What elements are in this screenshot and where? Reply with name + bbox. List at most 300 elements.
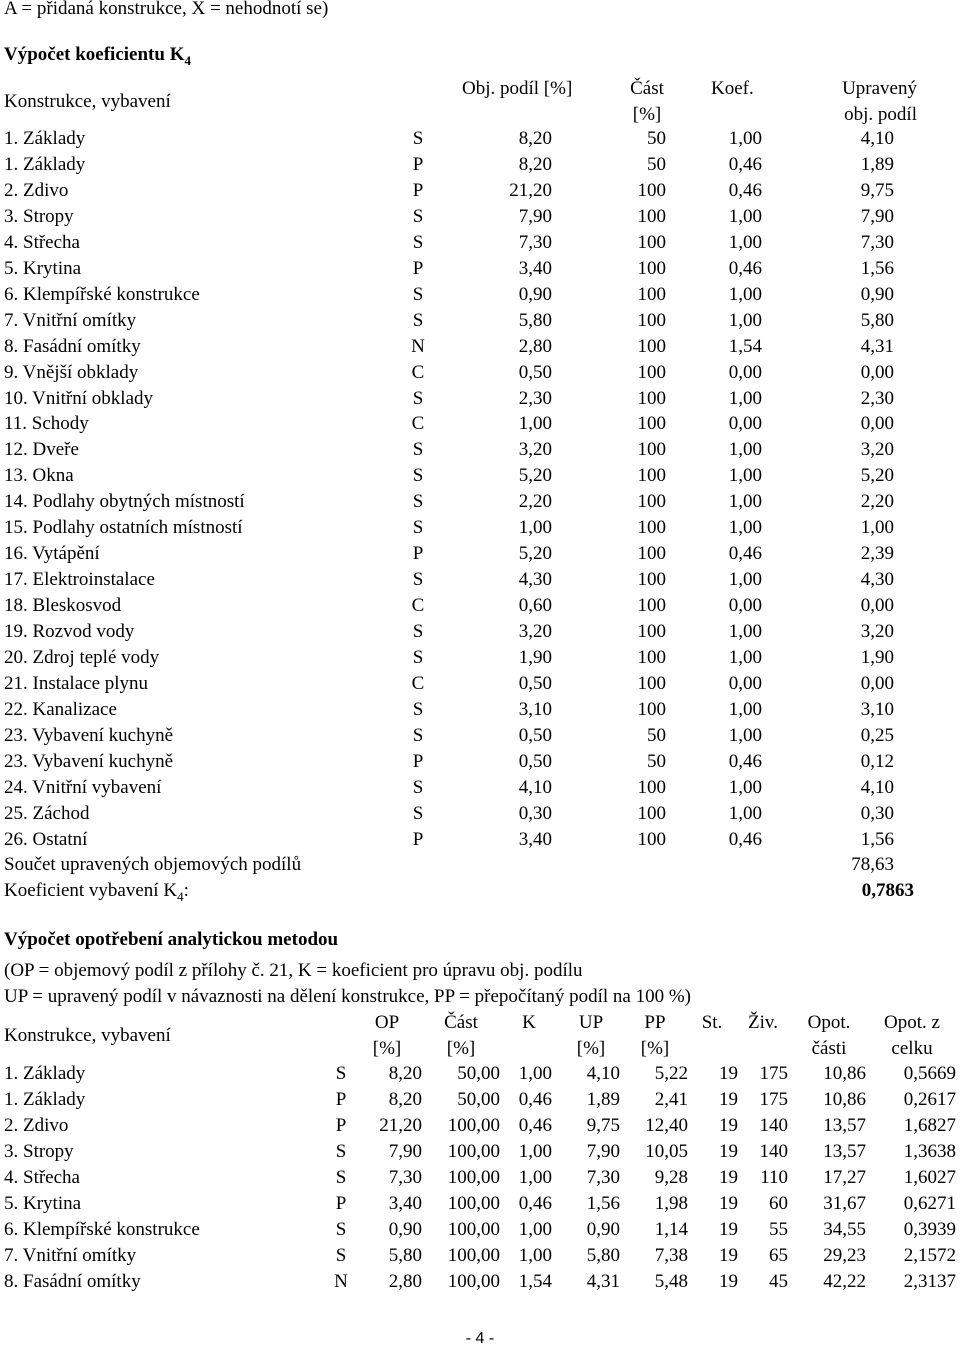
k4-cell-upr: 4,10 <box>860 777 894 798</box>
op-cell-up: 1,89 <box>586 1089 620 1110</box>
k4-cell-obj: 1,00 <box>518 413 552 434</box>
k4-cell-code: S <box>412 439 424 460</box>
k4-cell-upr: 4,30 <box>860 569 894 590</box>
k4-cell-upr: 0,00 <box>860 362 894 383</box>
op-cell-op: 21,20 <box>379 1115 422 1136</box>
k4-cell-koef: 1,00 <box>728 803 762 824</box>
k4-cell-name: 16. Vytápění <box>4 543 100 564</box>
k4-cell-cast: 100 <box>637 439 666 460</box>
k4-cell-koef: 1,00 <box>728 569 762 590</box>
op-cell-k: 1,00 <box>518 1167 552 1188</box>
op-header-st: St. <box>701 1012 723 1033</box>
op-cell-k: 0,46 <box>518 1089 552 1110</box>
op-header-opz-1: Opot. z <box>884 1012 940 1033</box>
op-cell-name: 2. Zdivo <box>4 1115 69 1136</box>
op-cell-name: 1. Základy <box>4 1089 86 1110</box>
op-cell-opz: 0,3939 <box>903 1219 956 1240</box>
op-section-title: Výpočet opotřebení analytickou metodou <box>4 929 339 950</box>
k4-cell-name: 14. Podlahy obytných místností <box>4 491 245 512</box>
k4-cell-cast: 100 <box>637 491 666 512</box>
k4-cell-name: 15. Podlahy ostatních místností <box>4 517 243 538</box>
k4-cell-cast: 100 <box>637 621 666 642</box>
k4-cell-code: S <box>412 232 424 253</box>
k4-cell-code: P <box>412 154 424 175</box>
op-cell-name: 4. Střecha <box>4 1167 80 1188</box>
op-header-ziv: Živ. <box>748 1012 778 1033</box>
op-cell-ziv: 110 <box>760 1167 788 1188</box>
k4-cell-code: P <box>412 751 424 772</box>
k4-cell-koef: 1,00 <box>728 621 762 642</box>
k4-cell-koef: 1,00 <box>728 647 762 668</box>
k4-cell-code: S <box>412 310 424 331</box>
k4-title-text: Výpočet koeficientu K <box>4 44 185 65</box>
k4-cell-code: S <box>412 803 424 824</box>
op-header-name: Konstrukce, vybavení <box>4 1025 171 1046</box>
k4-cell-name: 2. Zdivo <box>4 180 69 201</box>
k4-cell-koef: 0,46 <box>728 258 762 279</box>
op-header-pp-1: PP <box>644 1012 666 1033</box>
op-header-op-2: [%] <box>372 1038 402 1059</box>
k4-cell-cast: 100 <box>637 803 666 824</box>
k4-cell-upr: 3,20 <box>860 621 894 642</box>
op-cell-up: 9,75 <box>586 1115 620 1136</box>
k4-cell-name: 26. Ostatní <box>4 829 88 850</box>
k4-cell-koef: 1,00 <box>728 206 762 227</box>
k4-cell-code: C <box>411 673 425 694</box>
k4-cell-obj: 3,20 <box>518 439 552 460</box>
op-cell-pp: 5,22 <box>654 1063 688 1084</box>
k4-cell-name: 1. Základy <box>4 128 86 149</box>
k4-cell-koef: 1,00 <box>728 699 762 720</box>
k4-cell-upr: 5,20 <box>860 465 894 486</box>
k4-coefficient-label-text: Koeficient vybavení K <box>4 880 178 901</box>
k4-coefficient-label-colon: : <box>183 880 189 901</box>
op-cell-ziv: 60 <box>769 1193 788 1214</box>
k4-cell-cast: 100 <box>637 595 666 616</box>
k4-cell-obj: 0,90 <box>518 284 552 305</box>
k4-cell-cast: 100 <box>637 258 666 279</box>
k4-cell-koef: 1,00 <box>728 388 762 409</box>
k4-cell-name: 3. Stropy <box>4 206 74 227</box>
op-cell-k: 1,00 <box>518 1063 552 1084</box>
op-cell-code: P <box>335 1193 347 1214</box>
op-note-2: UP = upravený podíl v návaznosti na dělení konstrukce, PP = přepočítaný podíl na 100 %) <box>4 986 691 1007</box>
k4-cell-name: 18. Bleskosvod <box>4 595 122 616</box>
k4-cell-obj: 5,20 <box>518 543 552 564</box>
op-cell-opz: 1,6027 <box>903 1167 956 1188</box>
k4-cell-code: C <box>411 413 425 434</box>
k4-cell-name: 8. Fasádní omítky <box>4 336 141 357</box>
op-cell-name: 1. Základy <box>4 1063 86 1084</box>
k4-cell-koef: 0,46 <box>728 154 762 175</box>
op-cell-k: 1,54 <box>518 1271 552 1292</box>
k4-cell-name: 10. Vnitřní obklady <box>4 388 154 409</box>
op-cell-cast: 100,00 <box>447 1141 500 1162</box>
k4-cell-obj: 3,40 <box>518 258 552 279</box>
op-cell-cast: 100,00 <box>447 1115 500 1136</box>
k4-cell-obj: 0,30 <box>518 803 552 824</box>
k4-cell-code: S <box>412 206 424 227</box>
k4-cell-koef: 1,00 <box>728 439 762 460</box>
k4-cell-code: S <box>412 569 424 590</box>
k4-cell-code: S <box>412 284 424 305</box>
k4-cell-upr: 9,75 <box>860 180 894 201</box>
k4-cell-obj: 21,20 <box>509 180 552 201</box>
k4-cell-name: 6. Klempířské konstrukce <box>4 284 200 305</box>
k4-cell-koef: 0,00 <box>728 362 762 383</box>
k4-cell-upr: 0,25 <box>860 725 894 746</box>
k4-cell-obj: 0,50 <box>518 751 552 772</box>
k4-cell-upr: 7,30 <box>860 232 894 253</box>
k4-cell-obj: 1,00 <box>518 517 552 538</box>
k4-cell-koef: 1,00 <box>728 310 762 331</box>
op-cell-opc: 13,57 <box>823 1141 866 1162</box>
k4-header-koef: Koef. <box>711 78 754 99</box>
k4-cell-obj: 0,50 <box>518 673 552 694</box>
op-cell-name: 6. Klempířské konstrukce <box>4 1219 200 1240</box>
k4-cell-code: S <box>412 725 424 746</box>
op-cell-st: 19 <box>719 1193 738 1214</box>
op-header-k: K <box>522 1012 536 1033</box>
op-cell-pp: 9,28 <box>654 1167 688 1188</box>
k4-cell-obj: 0,50 <box>518 362 552 383</box>
k4-cell-code: C <box>411 362 425 383</box>
op-cell-pp: 2,41 <box>654 1089 688 1110</box>
op-cell-pp: 1,14 <box>654 1219 688 1240</box>
k4-header-upr-2: obj. podíl <box>844 104 917 125</box>
k4-cell-upr: 0,90 <box>860 284 894 305</box>
op-cell-opc: 31,67 <box>823 1193 866 1214</box>
k4-cell-cast: 100 <box>637 310 666 331</box>
k4-cell-code: C <box>411 595 425 616</box>
k4-cell-obj: 7,90 <box>518 206 552 227</box>
op-cell-pp: 5,48 <box>654 1271 688 1292</box>
k4-cell-cast: 100 <box>637 362 666 383</box>
op-header-op-1: OP <box>374 1012 400 1033</box>
op-header-cast-1: Část <box>444 1012 478 1033</box>
k4-cell-obj: 2,80 <box>518 336 552 357</box>
op-cell-st: 19 <box>719 1115 738 1136</box>
op-cell-op: 8,20 <box>388 1063 422 1084</box>
k4-cell-koef: 1,00 <box>728 232 762 253</box>
op-cell-pp: 1,98 <box>654 1193 688 1214</box>
op-cell-opc: 10,86 <box>823 1063 866 1084</box>
op-cell-op: 8,20 <box>388 1089 422 1110</box>
k4-cell-code: S <box>412 777 424 798</box>
k4-cell-upr: 1,90 <box>860 647 894 668</box>
k4-cell-upr: 1,00 <box>860 517 894 538</box>
k4-cell-koef: 1,00 <box>728 517 762 538</box>
op-cell-k: 0,46 <box>518 1193 552 1214</box>
k4-cell-upr: 0,00 <box>860 673 894 694</box>
k4-cell-koef: 1,00 <box>728 128 762 149</box>
k4-cell-code: N <box>411 336 425 357</box>
k4-cell-koef: 0,00 <box>728 595 762 616</box>
k4-cell-name: 23. Vybavení kuchyně <box>4 751 174 772</box>
k4-cell-obj: 4,30 <box>518 569 552 590</box>
k4-sum-label: Součet upravených objemových podílů <box>4 854 302 875</box>
k4-cell-cast: 100 <box>637 180 666 201</box>
k4-title-subscript: 4 <box>184 52 191 68</box>
op-cell-opc: 13,57 <box>823 1115 866 1136</box>
k4-section-title <box>4 44 191 69</box>
k4-cell-obj: 4,10 <box>518 777 552 798</box>
k4-cell-upr: 1,89 <box>860 154 894 175</box>
k4-cell-name: 20. Zdroj teplé vody <box>4 647 160 668</box>
op-note-1: (OP = objemový podíl z přílohy č. 21, K = koeficient pro úpravu obj. podílu <box>4 960 583 981</box>
op-cell-up: 4,10 <box>586 1063 620 1084</box>
k4-cell-name: 22. Kanalizace <box>4 699 117 720</box>
op-cell-op: 2,80 <box>388 1271 422 1292</box>
op-cell-st: 19 <box>719 1219 738 1240</box>
k4-cell-cast: 100 <box>637 206 666 227</box>
op-cell-code: N <box>334 1271 348 1292</box>
op-cell-cast: 100,00 <box>447 1245 500 1266</box>
k4-cell-name: 19. Rozvod vody <box>4 621 135 642</box>
k4-cell-koef: 1,00 <box>728 465 762 486</box>
k4-cell-koef: 1,00 <box>728 777 762 798</box>
intro-line: A = přidaná konstrukce, X = nehodnotí se) <box>4 0 329 19</box>
k4-cell-code: S <box>412 388 424 409</box>
k4-cell-koef: 0,46 <box>728 829 762 850</box>
k4-cell-code: P <box>412 180 424 201</box>
op-cell-up: 4,31 <box>586 1271 620 1292</box>
k4-cell-upr: 4,31 <box>860 336 894 357</box>
op-cell-cast: 100,00 <box>447 1219 500 1240</box>
op-cell-st: 19 <box>719 1141 738 1162</box>
k4-cell-name: 13. Okna <box>4 465 74 486</box>
k4-cell-cast: 100 <box>637 569 666 590</box>
k4-coefficient-label <box>4 880 189 905</box>
op-cell-op: 3,40 <box>388 1193 422 1214</box>
k4-cell-upr: 2,30 <box>860 388 894 409</box>
op-cell-k: 0,46 <box>518 1115 552 1136</box>
k4-cell-cast: 100 <box>637 699 666 720</box>
k4-cell-koef: 1,54 <box>728 336 762 357</box>
k4-cell-koef: 0,00 <box>728 413 762 434</box>
k4-cell-name: 9. Vnější obklady <box>4 362 139 383</box>
op-header-opc-1: Opot. <box>807 1012 851 1033</box>
op-cell-up: 0,90 <box>586 1219 620 1240</box>
op-header-pp-2: [%] <box>640 1038 670 1059</box>
op-cell-up: 1,56 <box>586 1193 620 1214</box>
k4-cell-upr: 0,12 <box>860 751 894 772</box>
op-cell-opz: 0,5669 <box>903 1063 956 1084</box>
k4-cell-name: 11. Schody <box>4 413 89 434</box>
k4-cell-koef: 1,00 <box>728 284 762 305</box>
k4-cell-cast: 50 <box>647 725 666 746</box>
op-cell-ziv: 175 <box>759 1089 788 1110</box>
op-cell-cast: 100,00 <box>447 1271 500 1292</box>
op-cell-opz: 0,2617 <box>903 1089 956 1110</box>
k4-cell-koef: 1,00 <box>728 491 762 512</box>
k4-cell-code: S <box>412 517 424 538</box>
op-cell-code: P <box>335 1115 347 1136</box>
k4-header-cast-2: [%] <box>632 104 662 125</box>
op-cell-k: 1,00 <box>518 1141 552 1162</box>
k4-cell-obj: 0,50 <box>518 725 552 746</box>
op-cell-op: 7,90 <box>388 1141 422 1162</box>
op-cell-name: 8. Fasádní omítky <box>4 1271 141 1292</box>
k4-cell-cast: 100 <box>637 465 666 486</box>
op-cell-opc: 34,55 <box>823 1219 866 1240</box>
k4-cell-cast: 50 <box>647 154 666 175</box>
op-cell-code: S <box>335 1141 347 1162</box>
k4-cell-cast: 100 <box>637 517 666 538</box>
op-cell-name: 5. Krytina <box>4 1193 82 1214</box>
k4-cell-upr: 0,30 <box>860 803 894 824</box>
k4-cell-code: S <box>412 465 424 486</box>
k4-cell-obj: 2,20 <box>518 491 552 512</box>
k4-header-cast-1: Část <box>630 78 664 99</box>
op-cell-cast: 50,00 <box>457 1089 500 1110</box>
op-cell-cast: 100,00 <box>447 1193 500 1214</box>
k4-cell-upr: 1,56 <box>860 258 894 279</box>
k4-cell-code: P <box>412 829 424 850</box>
op-cell-ziv: 55 <box>769 1219 788 1240</box>
k4-cell-obj: 3,20 <box>518 621 552 642</box>
op-cell-up: 7,90 <box>586 1141 620 1162</box>
op-header-opc-2: části <box>811 1038 847 1059</box>
k4-cell-name: 21. Instalace plynu <box>4 673 149 694</box>
op-cell-opc: 42,22 <box>823 1271 866 1292</box>
k4-coefficient-label-subscript: 4 <box>177 888 184 904</box>
k4-cell-cast: 100 <box>637 388 666 409</box>
op-cell-code: S <box>335 1245 347 1266</box>
k4-cell-obj: 1,90 <box>518 647 552 668</box>
op-cell-code: S <box>335 1063 347 1084</box>
k4-cell-upr: 3,10 <box>860 699 894 720</box>
op-cell-pp: 7,38 <box>654 1245 688 1266</box>
k4-cell-upr: 4,10 <box>860 128 894 149</box>
op-cell-code: S <box>335 1219 347 1240</box>
k4-cell-obj: 2,30 <box>518 388 552 409</box>
op-cell-st: 19 <box>719 1063 738 1084</box>
k4-sum-value: 78,63 <box>851 854 894 875</box>
k4-cell-obj: 3,40 <box>518 829 552 850</box>
k4-cell-koef: 1,00 <box>728 725 762 746</box>
op-cell-opc: 29,23 <box>823 1245 866 1266</box>
k4-cell-obj: 8,20 <box>518 128 552 149</box>
k4-cell-obj: 7,30 <box>518 232 552 253</box>
op-cell-opc: 10,86 <box>823 1089 866 1110</box>
k4-cell-cast: 100 <box>637 829 666 850</box>
k4-cell-upr: 1,56 <box>860 829 894 850</box>
op-cell-opz: 2,3137 <box>903 1271 956 1292</box>
op-cell-opz: 2,1572 <box>903 1245 956 1266</box>
k4-cell-name: 17. Elektroinstalace <box>4 569 155 590</box>
k4-cell-name: 7. Vnitřní omítky <box>4 310 137 331</box>
k4-cell-name: 25. Záchod <box>4 803 90 824</box>
op-header-opz-2: celku <box>891 1038 933 1059</box>
op-cell-code: P <box>335 1089 347 1110</box>
k4-cell-koef: 0,00 <box>728 673 762 694</box>
k4-cell-obj: 8,20 <box>518 154 552 175</box>
op-cell-ziv: 65 <box>769 1245 788 1266</box>
op-cell-opc: 17,27 <box>823 1167 866 1188</box>
op-header-up-2: [%] <box>576 1038 606 1059</box>
op-cell-name: 7. Vnitřní omítky <box>4 1245 137 1266</box>
k4-cell-cast: 100 <box>637 673 666 694</box>
op-cell-pp: 12,40 <box>645 1115 688 1136</box>
k4-cell-code: S <box>412 491 424 512</box>
op-cell-opz: 0,6271 <box>903 1193 956 1214</box>
op-cell-ziv: 140 <box>759 1115 788 1136</box>
op-cell-st: 19 <box>719 1167 738 1188</box>
k4-header-upr-1: Upravený <box>842 78 917 99</box>
k4-cell-obj: 5,20 <box>518 465 552 486</box>
op-cell-st: 19 <box>719 1245 738 1266</box>
op-cell-pp: 10,05 <box>645 1141 688 1162</box>
op-cell-op: 0,90 <box>388 1219 422 1240</box>
k4-cell-upr: 2,20 <box>860 491 894 512</box>
k4-cell-name: 1. Základy <box>4 154 86 175</box>
k4-cell-name: 23. Vybavení kuchyně <box>4 725 174 746</box>
op-header-cast-2: [%] <box>446 1038 476 1059</box>
k4-cell-cast: 50 <box>647 751 666 772</box>
op-cell-op: 5,80 <box>388 1245 422 1266</box>
op-cell-k: 1,00 <box>518 1219 552 1240</box>
k4-cell-upr: 0,00 <box>860 413 894 434</box>
k4-cell-cast: 100 <box>637 647 666 668</box>
op-cell-ziv: 175 <box>759 1063 788 1084</box>
k4-cell-obj: 0,60 <box>518 595 552 616</box>
k4-cell-cast: 100 <box>637 336 666 357</box>
op-cell-code: S <box>335 1167 347 1188</box>
k4-cell-obj: 5,80 <box>518 310 552 331</box>
op-header-up-1: UP <box>578 1012 604 1033</box>
op-cell-up: 7,30 <box>586 1167 620 1188</box>
k4-cell-koef: 0,46 <box>728 751 762 772</box>
k4-coefficient-value: 0,7863 <box>861 880 914 901</box>
op-cell-st: 19 <box>719 1271 738 1292</box>
k4-cell-obj: 3,10 <box>518 699 552 720</box>
k4-cell-cast: 100 <box>637 543 666 564</box>
k4-cell-code: S <box>412 699 424 720</box>
op-cell-cast: 100,00 <box>447 1167 500 1188</box>
op-cell-opz: 1,6827 <box>903 1115 956 1136</box>
op-cell-ziv: 45 <box>769 1271 788 1292</box>
k4-cell-code: S <box>412 128 424 149</box>
k4-cell-upr: 2,39 <box>860 543 894 564</box>
op-cell-name: 3. Stropy <box>4 1141 74 1162</box>
k4-cell-cast: 100 <box>637 413 666 434</box>
k4-cell-upr: 5,80 <box>860 310 894 331</box>
k4-cell-upr: 7,90 <box>860 206 894 227</box>
k4-cell-koef: 0,46 <box>728 543 762 564</box>
op-cell-op: 7,30 <box>388 1167 422 1188</box>
k4-cell-cast: 100 <box>637 284 666 305</box>
op-cell-up: 5,80 <box>586 1245 620 1266</box>
k4-cell-cast: 50 <box>647 128 666 149</box>
k4-cell-name: 12. Dveře <box>4 439 79 460</box>
k4-cell-code: S <box>412 621 424 642</box>
k4-cell-koef: 0,46 <box>728 180 762 201</box>
k4-cell-code: P <box>412 258 424 279</box>
op-cell-k: 1,00 <box>518 1245 552 1266</box>
k4-cell-cast: 100 <box>637 232 666 253</box>
op-cell-cast: 50,00 <box>457 1063 500 1084</box>
op-cell-st: 19 <box>719 1089 738 1110</box>
op-cell-ziv: 140 <box>759 1141 788 1162</box>
op-cell-opz: 1,3638 <box>903 1141 956 1162</box>
k4-cell-upr: 3,20 <box>860 439 894 460</box>
k4-cell-name: 5. Krytina <box>4 258 82 279</box>
k4-cell-upr: 0,00 <box>860 595 894 616</box>
k4-cell-name: 4. Střecha <box>4 232 80 253</box>
k4-cell-cast: 100 <box>637 777 666 798</box>
k4-cell-code: P <box>412 543 424 564</box>
